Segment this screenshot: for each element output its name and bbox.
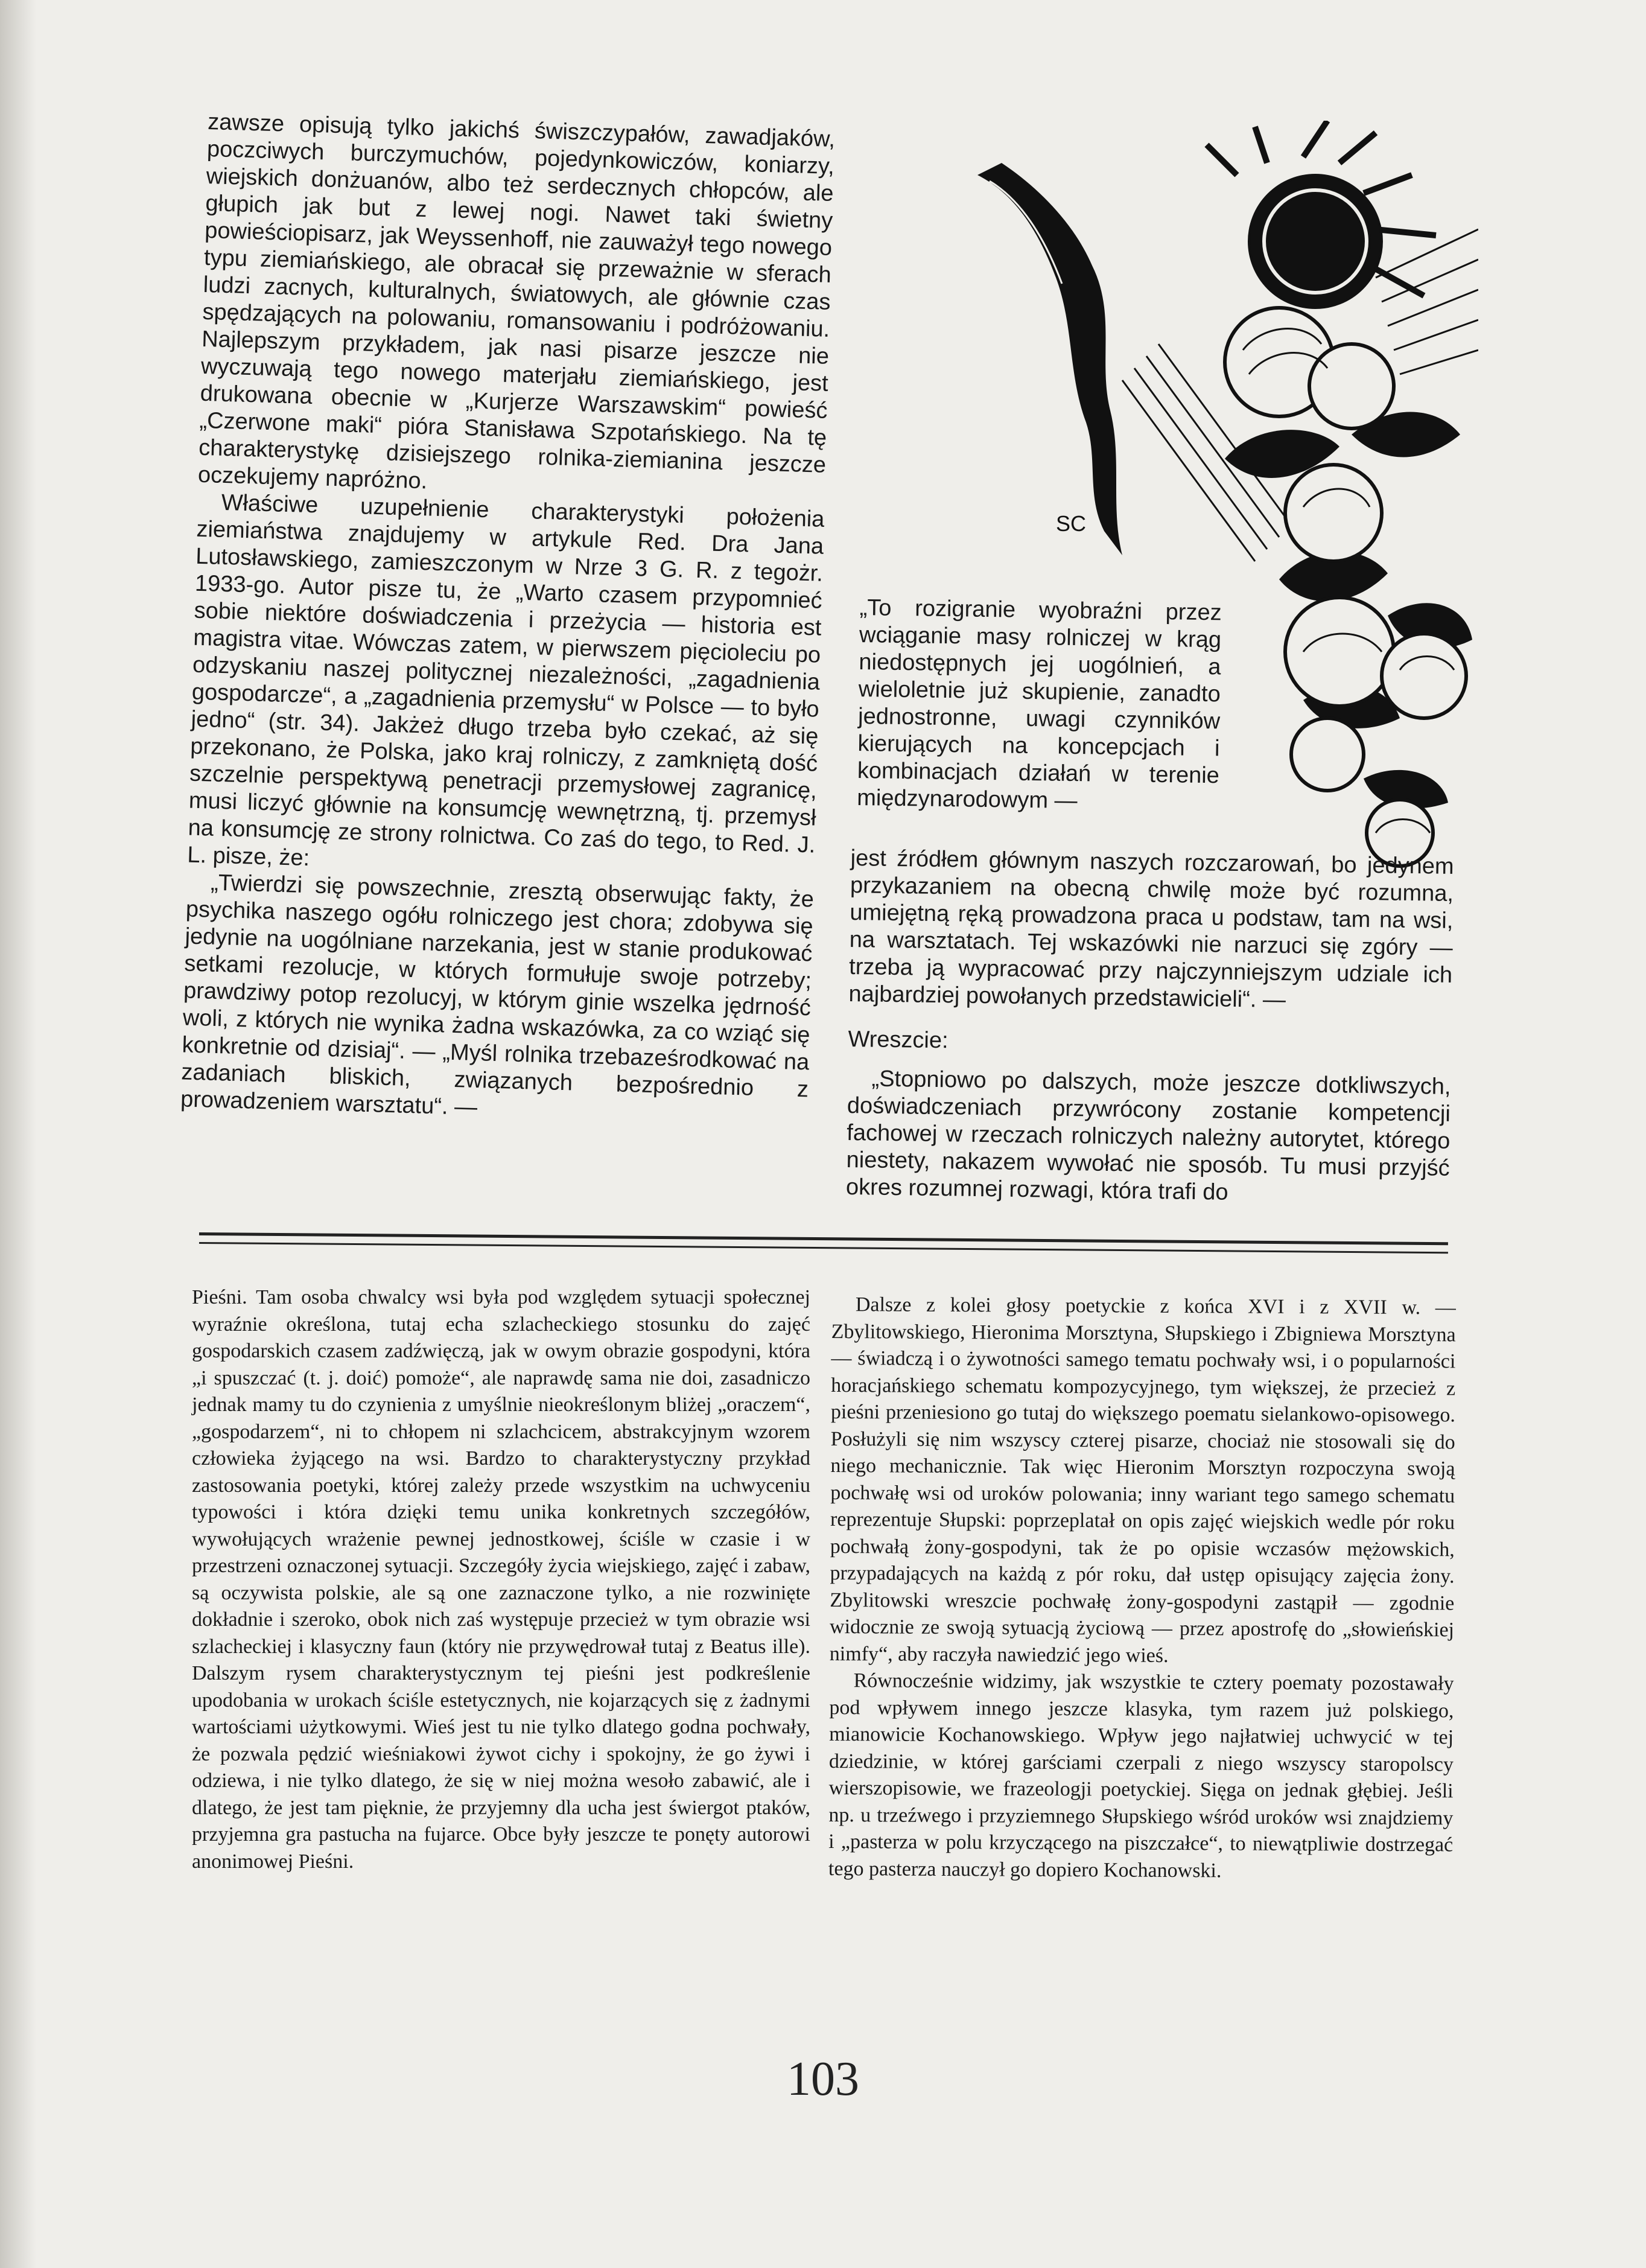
upper-right-short-column [857, 594, 1222, 817]
body-paragraph: Pieśni. Tam osoba chwalcy wsi była pod względem sytuacji społecznej wyraźnie określona, tutaj echa szlacheckiego stosunku do zajęć gospodarskich czasem zadźwięczą, jak w owym obrazie gospodyni, która „i spuszczać (t. j. doić) pomoże“, ale naprawdę sama nie doi, zasadniczo jednak mamy tu do czynienia z umyślnie nieokreślonym bliżej „oraczem“, „gospodarzem“, ni to chłopem ni szlachcicem, abstrakcyjnym wzorem człowieka żyjącego na wsi. Bardzo to charakterystyczny przykład zastosowania poetyki, której zależy przede wszystkim na uchwyceniu typowości i która dzięki temu unika konkretnych szczegółów, wywołujących wrażenie pewnej jednostkowej, ściśle w czasie i w przestrzeni oznaczonej sytuacji. Szczegóły życia wiejskiego, zajęć i zabaw, są oczywista polskie, ale są one zaznaczone tylko, a nie rozwinięte dokładnie i szeroko, obok nich zaś występuje przecież w tym obrazie wsi szlacheckiej i klasyczny faun (który nie przywędrował tutaj z Beatus ille). Dalszym rysem charakterystycznym tej pieśni jest podkreślenie upodobania w urokach ściśle estetycznych, nie kojarzących się z żadnymi wartościami użytkowymi. Wieś jest tu nie tylko dlatego godna pochwały, że pozwala pędzić wieśniakowi żywot cichy i spokojny, że go żywi i odziewa, i nie tylko dlatego, że się w niej można wesoło zabawić, ale i dlatego, że jest tam pięknie, że przyjemny dla ucha jest świergot ptaków, przyjemna gra pastucha na fujarce. Obce były jeszcze te ponęty autorowi anonimowej Pieśni. [192, 1286, 810, 1873]
quote-continuation: jest źródłem głównym naszych rozczarowań, bo jedynem przykazaniem na obecną chwilę może być rozumna, umiejętną ręką prowadzona praca u podstaw, tam na wsi, na warsztatach. Tej wskazówki nie narzuci się zgóry — trzeba ją wypracować przy najczynniejszym udziale ich najbardziej powołanych przedstawicieli“. — [848, 845, 1454, 1013]
quote-paragraph: „To rozigranie wyobraźni przez wciąganie masy rolniczej w krąg niedostępnych jej uogólnień, a wieloletnie już skupienie, zanadto jednostronne, uwagi czynników kierujących na koncepcjach i kombinacjach działań w terenie międzynarodowym — [857, 594, 1222, 814]
quote-paragraph: „Twierdzi się powszechnie, zresztą obserwując fakty, że psychika naszego ogółu rolniczego jest chora; zdobywa się jedynie na uogólniane narzekania, jest w stanie produkować setkami rezolucje, w których formułuje swoje potrzeby; prawdziwy potop rezolucyj, w którym ginie wszelka jędrność woli, z których nie wynika żadna wskazówka, za co wziąć się konkretnie od dzisiaj“. — „Myśl rolnika trzebaześrodkować na zadaniach bliskich, związanych bezpośrednio z prowadzeniem warsztatu“. — [180, 870, 815, 1121]
body-paragraph: Równocześnie widzimy, jak wszystkie te cztery poematy pozostawały pod wpływem innego jeszcze klasyka, tym razem już polskiego, mianowicie Kochanowskiego. Wpływ jego najłatwiej uchwycić w tej dziedzinie, w której garściami czerpali z niego wszyscy staropolscy wierszopisowie, we frazeologji poetyckiej. Sięga on jednak głębiej. Jeśli np. u trzeźwego i przyziemnego Słupskiego wśród uroków wsi znajdziemy i „pasterza w polu krzyczącego na piszczałce“, to niewątpliwie dostrzegać tego pasterza nauczył go dopiero Kochanowski. [828, 1669, 1454, 1882]
page-number: 103 [787, 2053, 859, 2106]
lower-left-column [192, 1284, 810, 1875]
lower-right-column [828, 1292, 1456, 1885]
body-paragraph: Właściwe uzupełnienie charakterystyki położenia ziemiaństwa znajdujemy w artykule Red. Dra Jana Lutosławskiego, zamieszczonym w Nrze 3 G. R. z tegożr. 1933-go. Autor pisze tu, że „Warto czasem przypomnieć sobie niektóre doświadczenia i przeżycia — historia est magistra vitae. Wówczas zatem, w pierwszem pięcioleciu po odzyskaniu naszej politycznej niezależności, „zagadnienia gospodarcze“, a „zagadnienia przemysłu“ w Polsce — to było jedno“ (str. 34). Jakżeż długo trzeba było czekać, aż się przekonano, że Polska, jako kraj rolniczy, z zamkniętą dość szczelnie perspektywą penetracji przemysłowej zagranicę, musi liczyć głównie na konsumcję wewnętrzną, tj. przemysł na konsumcję ze strony rolnictwa. Co zaś do tego, to Red. J. L. pisze, że: [186, 489, 825, 871]
wreszcie-line: Wreszcie: [848, 1026, 949, 1054]
binding-shadow [0, 0, 36, 2268]
upper-left-column [180, 109, 836, 1130]
body-paragraph: Dalsze z kolei głosy poetyckie z końca XVI i z XVII w. — Zbylitowskiego, Hieronima Morsztyna, Słupskiego i Zbigniewa Morsztyna — świadczą i o żywotności samego tematu pochwały wsi, i o popularności horacjańskiego schematu kompozycyjnego, tym większej, że przecież z pieśni przeniesiono go tutaj do większego poematu sielankowo-opisowego. Posłużyli się nim wszyscy czterej pisarze, chociaż nie stosowali się do niego mechanicznie. Tak więc Hieronim Morsztyn rozpoczyna swoją pochwałę wsi od uroków polowania; inny wariant tego samego schematu reprezentuje Słupski: poprzeplatał on opis zajęć wiejskich wedle pór roku pochwałą żony-gospodyni, tak że po opisie wczasów mężowskich, przypadających na każdą z pór roku, dał ustęp opisujący zajęcia żony. Zbylitowski wreszcie pochwałę żony-gospodyni zastąpił — zgodnie widocznie ze swoją sytuacją życiową — przez apostrofę do „słowieńskiej nimfy“, aby raczyła nawiedzić jego wieś. [829, 1293, 1456, 1667]
woodcut-monogram: SC [1056, 511, 1087, 536]
section-divider-thin [199, 1242, 1448, 1253]
upper-right-column [846, 845, 1454, 1209]
quote-paragraph: „Stopniowo po dalszych, może jeszcze dotkliwszych, doświadczeniach przywrócony zostanie kompetencji fachowej w rzeczach rolniczych należny autorytet, którego niestety, nakazem wywołać nie sposób. Tu musi przyjść okres rozumnej rozwagi, która trafi do [845, 1066, 1451, 1205]
body-paragraph: zawsze opisują tylko jakichś świszczypałów, zawadjaków, poczciwych burczymuchów, pojedynkowiczów, koniarzy, wiejskich donżuanów, albo też serdecznych chłopców, ale głupich jak but z lewej nogi. Nawet taki świetny powieściopisarz, jak Weyssenhoff, nie zauważył tego nowego typu ziemiańskiego, ale obracał się przeważnie w sferach ludzi zacnych, kulturalnych, światowych, ale głównie czas spędzających na polowaniu, romansowaniu i podróżowaniu. Najlepszym przykładem, jak nasi pisarze jeszcze nie wyczuwają tego nowego materjału ziemiańskiego, jest drukowana obecnie w „Kurjerze Warszawskim“ powieść „Czerwone maki“ pióra Stanisława Szpotańskiego. Na tę charakterystykę dzisiejszego rolnika-ziemianina jeszcze oczekujemy napróżno. [197, 109, 836, 494]
